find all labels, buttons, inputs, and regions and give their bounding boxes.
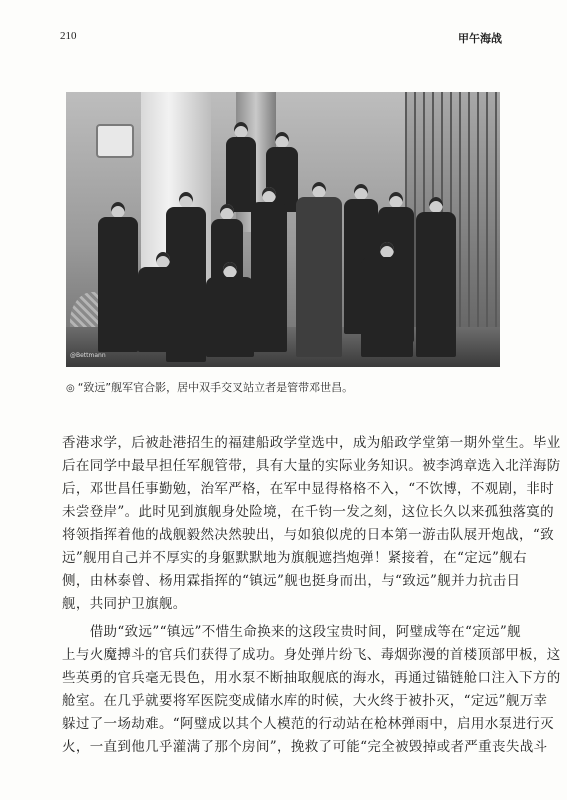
body-text-line: 远”舰用自己并不厚实的身躯默默地为旗舰遮挡炮弹！紧接着，在“定远”舰右: [62, 550, 527, 566]
ship-plaque: [96, 124, 134, 158]
body-text-line: 侧，由林泰曾、杨用霖指挥的“镇远”舰也挺身而出，与“致远”舰并力抗击日: [62, 573, 521, 589]
officers-group-photo: [66, 92, 500, 367]
body-text-line: 些英勇的官兵毫无畏色，用水泵不断抽取舰底的海水，再通过锚链舱口注入下方的: [62, 670, 561, 686]
photo-caption: [66, 379, 353, 395]
body-text-line: 火，一直到他几乎灌满了那个房间”，挽救了可能“完全被毁掉或者严重丧失战斗: [62, 739, 548, 755]
officer-figure: [416, 197, 456, 357]
officer-figure: [251, 187, 287, 352]
body-text-line: 借助“致远”“镇远”不惜生命换来的这段宝贵时间，阿璧成等在“定远”舰: [62, 624, 522, 640]
seated-officer-figure: [206, 262, 254, 357]
commander-figure: [296, 182, 342, 357]
body-text-line: 后在同学中最早担任军舰管带，具有大量的实际业务知识。被李鸿章选入北洋海防: [62, 458, 561, 474]
photo-credit: @Bettmann: [70, 352, 106, 359]
running-title: 甲午海战: [458, 32, 502, 45]
body-text-line: 舰，共同护卫旗舰。: [62, 596, 187, 612]
body-text-line: 未尝登岸”。此时见到旗舰身处险境，在千钧一发之刻，这位长久以来孤独落寞的: [62, 504, 555, 520]
body-text-line: 将领指挥着他的战舰毅然决然驶出，与如狼似虎的日本第一游击队展开炮战，“致: [62, 527, 555, 543]
body-text-line: 后，邓世昌任事勤勉，治军严格，在军中显得格格不入，“不饮博，不观剧，非时: [62, 481, 555, 497]
seated-officer-figure: [361, 242, 413, 357]
page-number: 210: [60, 30, 77, 42]
body-text-line: 躲过了一场劫难。“阿璧成以其个人模范的行动站在枪林弹雨中，启用水泵进行灭: [62, 716, 555, 732]
body-text-line: 香港求学，后被赴港招生的福建船政学堂选中，成为船政学堂第一期外堂生。毕业: [62, 435, 561, 451]
body-text-line: 上与火魔搏斗的官兵们获得了成功。身处弹片纷飞、毒烟弥漫的首楼顶部甲板，这: [62, 647, 561, 663]
body-text-line: 舱室。在几乎就要将军医院变成储水库的时候，大火终于被扑灭，“定远”舰万幸: [62, 693, 548, 709]
officer-figure: [98, 202, 138, 352]
seated-officer-figure: [138, 252, 188, 352]
caption-text: “致远”舰军官合影，居中双手交叉站立者是管带邓世昌。: [77, 381, 354, 394]
page-header: [60, 30, 502, 46]
caption-bullet-icon: ◎: [66, 383, 75, 394]
